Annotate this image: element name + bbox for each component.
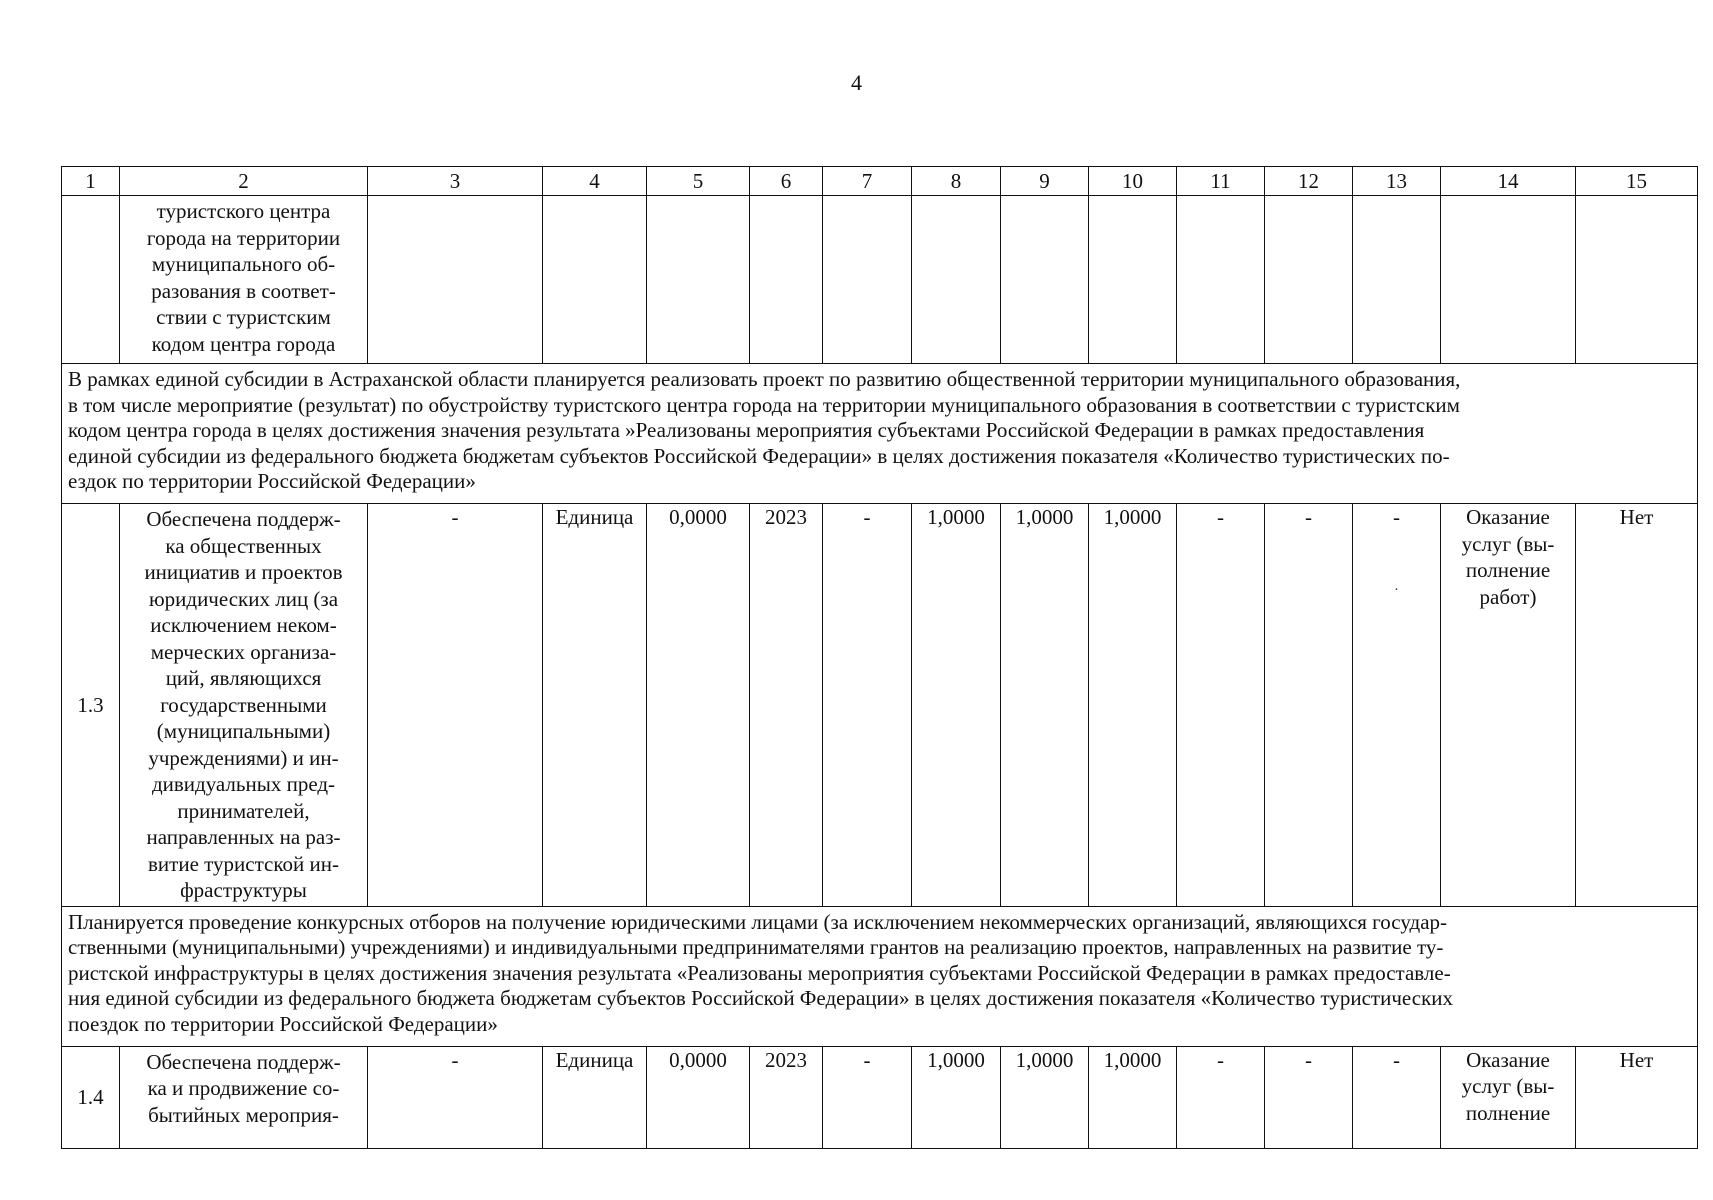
description-note: В рамках единой субсидии в Астраханской области планируется реализовать проект по развитию общественной территории муниципального образования, в том числе мероприятие (результат) по обустройству туристского центра города на территории муниципального образования в соответствии с туристским кодом центра города в целях достижения значения результата »Реализованы мероприятия субъектами Российской Федерации в рамках предоставления единой субсидии из федерального бюджета бюджетам субъектов Российской Федерации» в целях достижения показателя «Количество туристических по- ездок по территории Российской Федерации» bbox=[62, 364, 1698, 504]
column-header: 14 bbox=[1441, 167, 1576, 196]
row-number-cell bbox=[62, 196, 120, 364]
column-number-row bbox=[62, 167, 1698, 196]
column-header: 15 bbox=[1576, 167, 1698, 196]
column-header: 6 bbox=[750, 167, 823, 196]
value-cell-10: 1,0000 bbox=[1089, 1046, 1177, 1148]
column-header: 3 bbox=[368, 167, 543, 196]
column-header: 11 bbox=[1177, 167, 1265, 196]
cell-11: - bbox=[1177, 504, 1265, 907]
column-header: 13 bbox=[1353, 167, 1441, 196]
result-name-cell: туристского центра города на территории муниципального об- разования в соответ- ствии с туристским кодом центра города bbox=[120, 196, 368, 364]
note-row bbox=[62, 364, 1698, 504]
cell-3: - bbox=[368, 1046, 543, 1148]
column-header: 12 bbox=[1265, 167, 1353, 196]
result-name-cell: Обеспечена поддерж- ка и продвижение со- бытийных мероприя- bbox=[120, 1046, 368, 1148]
row-number-cell: 1.3 bbox=[62, 504, 120, 907]
table-row bbox=[62, 1046, 1698, 1148]
unit-cell: Единица bbox=[543, 504, 647, 907]
column-header: 4 bbox=[543, 167, 647, 196]
indicators-table bbox=[61, 166, 1698, 1149]
note-row bbox=[62, 906, 1698, 1046]
value-cell-8: 1,0000 bbox=[912, 1046, 1001, 1148]
base-year-cell: 2023 bbox=[750, 504, 823, 907]
value-cell-8: 1,0000 bbox=[912, 504, 1001, 907]
cell-12: - bbox=[1265, 504, 1353, 907]
column-header: 8 bbox=[912, 167, 1001, 196]
cell-13: - · bbox=[1353, 504, 1441, 907]
column-header: 2 bbox=[120, 167, 368, 196]
value-cell-9: 1,0000 bbox=[1001, 1046, 1089, 1148]
cell-3: - bbox=[368, 504, 543, 907]
value-cell-10: 1,0000 bbox=[1089, 504, 1177, 907]
row-number-cell: 1.4 bbox=[62, 1046, 120, 1148]
base-value-cell: 0,0000 bbox=[647, 1046, 750, 1148]
table-row bbox=[62, 504, 1698, 907]
unit-cell: Единица bbox=[543, 1046, 647, 1148]
cell-15: Нет bbox=[1576, 504, 1698, 907]
cell-13: - bbox=[1353, 1046, 1441, 1148]
result-type-cell: Оказание услуг (вы- полнение работ) bbox=[1441, 504, 1576, 907]
cell-7: - bbox=[823, 504, 912, 907]
column-header: 10 bbox=[1089, 167, 1177, 196]
base-year-cell: 2023 bbox=[750, 1046, 823, 1148]
column-header: 1 bbox=[62, 167, 120, 196]
cell-11: - bbox=[1177, 1046, 1265, 1148]
column-header: 7 bbox=[823, 167, 912, 196]
cell-15: Нет bbox=[1576, 1046, 1698, 1148]
continuation-row bbox=[62, 196, 1698, 364]
stray-mark: · bbox=[1394, 582, 1399, 598]
cell-7: - bbox=[823, 1046, 912, 1148]
base-value-cell: 0,0000 bbox=[647, 504, 750, 907]
value-cell-9: 1,0000 bbox=[1001, 504, 1089, 907]
column-header: 5 bbox=[647, 167, 750, 196]
column-header: 9 bbox=[1001, 167, 1089, 196]
cell-12: - bbox=[1265, 1046, 1353, 1148]
result-type-cell: Оказание услуг (вы- полнение bbox=[1441, 1046, 1576, 1148]
description-note: Планируется проведение конкурсных отборов на получение юридическими лицами (за исключением некоммерческих организаций, являющихся государ- ственными (муниципальными) учреждениями) и индивидуальными предпринимателями грантов на реализацию проектов, направленных на развитие ту- ристской инфраструктуры в целях достижения значения результата «Реализованы мероприятия субъектами Российской Федерации в рамках предоставле- ния единой субсидии из федерального бюджета бюджетам субъектов Российской Федерации» в целях достижения показателя «Количество туристических поездок по территории Российской Федерации» bbox=[62, 906, 1698, 1046]
result-name-cell: Обеспечена поддерж- ка общественных инициатив и проектов юридических лиц (за исключением неком- мерческих организа- ций, являющихся государственными (муниципальными) учреждениями) и ин- дивидуальных пред- принимателей, направленных на раз- витие туристской ин- фраструктуры bbox=[120, 504, 368, 907]
page-number: 4 bbox=[851, 70, 862, 95]
